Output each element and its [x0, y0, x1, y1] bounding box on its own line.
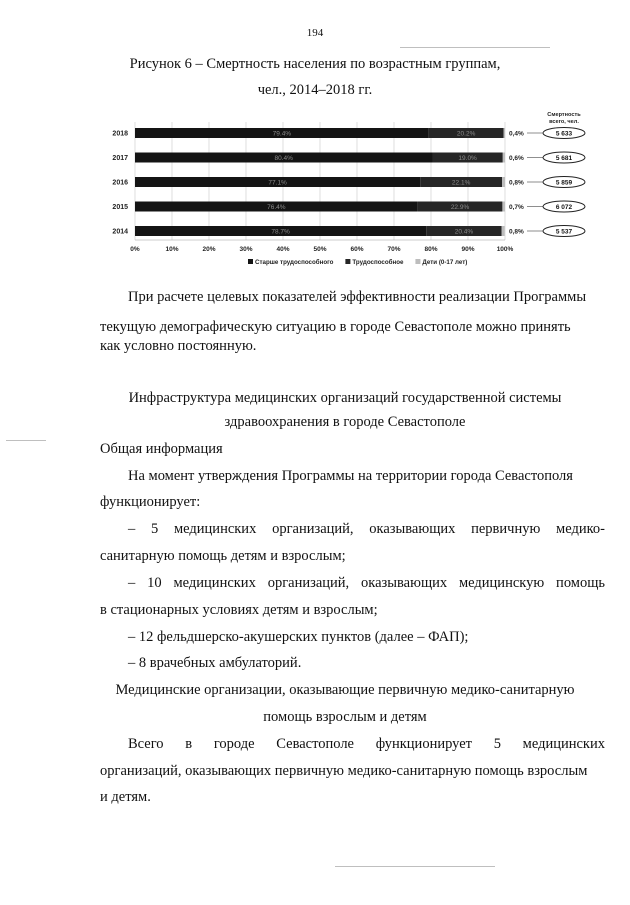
paragraph-primary-care-line-3: и детям. [100, 789, 151, 805]
bar-data-label: 0,8% [509, 228, 524, 236]
x-tick-label: 70% [387, 246, 401, 253]
list-item-1-line-1: – 5 медицинских организаций, оказывающих первичную медико- [128, 521, 605, 537]
list-item-2-line-2: в стационарных условиях детям и взрослым; [100, 602, 378, 618]
legend-label: Трудоспособное [352, 259, 404, 266]
bar-segment [503, 153, 505, 163]
bar-data-label: 0,8% [509, 179, 524, 187]
bar-data-label: 0,4% [509, 130, 524, 138]
bar-segment [502, 177, 505, 187]
paragraph-targets-line-2: текущую демографическую ситуацию в городе Севастополе можно принять [100, 319, 571, 335]
section-heading-line-1: Инфраструктура медицинских организаций государственной системы [128, 390, 562, 406]
bar-data-label: 0,6% [509, 155, 524, 162]
bar-segment [502, 226, 505, 236]
totals-header-line-1: Смертность [547, 112, 581, 118]
category-label: 2016 [112, 179, 128, 187]
bar-data-label: 0,7% [509, 204, 524, 211]
x-tick-label: 10% [165, 246, 179, 253]
x-tick-label: 100% [496, 246, 514, 253]
paragraph-primary-care-line-1: Всего в городе Севастополе функционирует 5 медицинских [128, 736, 605, 752]
legend-swatch [248, 259, 253, 264]
subheading-general-info: Общая информация [100, 441, 223, 457]
category-label: 2018 [112, 130, 128, 138]
bar-data-label: 76.4% [267, 203, 286, 211]
bar-data-label: 79.4% [272, 130, 292, 138]
scan-artifact [400, 47, 550, 48]
bar-data-label: 20.2% [456, 130, 476, 138]
bar-data-label: 22.1% [451, 179, 471, 187]
x-tick-label: 40% [276, 246, 290, 253]
bar-segment [502, 202, 505, 212]
list-item-1-line-2: санитарную помощь детям и взрослым; [100, 548, 346, 564]
x-tick-label: 60% [350, 246, 364, 253]
paragraph-intro-line-1: На момент утверждения Программы на территории города Севастополя [128, 468, 573, 484]
legend-swatch [345, 259, 350, 264]
scan-artifact [6, 440, 46, 441]
bar-data-label: 22.9% [450, 203, 470, 211]
chart-totals [527, 112, 585, 237]
total-value: 6 072 [555, 203, 573, 211]
legend-label: Дети (0-17 лет) [422, 259, 468, 266]
x-tick-label: 50% [313, 246, 327, 253]
legend-label: Старше трудоспособного [255, 259, 334, 266]
subsection-heading-line-1: Медицинские организации, оказывающие первичную медико-санитарную [115, 682, 575, 698]
total-value: 5 537 [555, 228, 573, 236]
chart-category-labels [112, 131, 128, 236]
chart-legend [248, 259, 467, 266]
section-heading-line-2: здравоохранения в городе Севастополе [224, 414, 466, 430]
chart-bars [135, 128, 524, 236]
bar-data-label: 80.4% [274, 154, 293, 162]
bar-data-label: 78.7% [271, 228, 290, 236]
paragraph-primary-care-line-2: организаций, оказывающих первичную медико-санитарную помощь взрослым [100, 763, 588, 779]
scan-artifact [335, 866, 495, 867]
total-value: 5 681 [555, 154, 573, 162]
category-label: 2014 [112, 228, 128, 236]
paragraph-targets-line-1: При расчете целевых показателей эффективности реализации Программы [128, 289, 587, 305]
paragraph-intro-line-2: функционирует: [100, 494, 201, 510]
paragraph-targets-line-3: как условно постоянную. [100, 338, 257, 354]
totals-header-line-2: всего, чел. [549, 119, 579, 125]
x-tick-label: 20% [202, 246, 216, 253]
bar-segment [504, 128, 505, 138]
chart-x-tick-labels [130, 246, 513, 253]
total-value: 5 633 [555, 130, 573, 138]
category-label: 2015 [112, 204, 128, 211]
bar-data-label: 77.1% [268, 179, 287, 187]
bar-data-label: 20.4% [454, 228, 474, 236]
list-item-2-line-1: – 10 медицинских организаций, оказывающих медицинскую помощь [128, 575, 605, 591]
bar-data-label: 19.0% [458, 154, 477, 162]
figure-caption-line-1: Рисунок 6 – Смертность населения по возрастным группам, [129, 56, 501, 72]
category-label: 2017 [112, 155, 128, 162]
x-tick-label: 0% [130, 246, 140, 253]
list-item-3: – 12 фельдшерско-акушерских пунктов (далее – ФАП); [128, 629, 469, 645]
subsection-heading-line-2: помощь взрослым и детям [263, 709, 427, 725]
mortality-stacked-bar-chart [0, 108, 630, 280]
total-value: 5 859 [555, 179, 573, 187]
x-tick-label: 80% [424, 246, 438, 253]
page-number: 194 [306, 27, 324, 39]
x-tick-label: 90% [461, 246, 475, 253]
x-tick-label: 30% [239, 246, 253, 253]
list-item-4: – 8 врачебных амбулаторий. [128, 655, 302, 671]
figure-caption-line-2: чел., 2014–2018 гг. [257, 82, 373, 98]
legend-swatch [415, 259, 420, 264]
